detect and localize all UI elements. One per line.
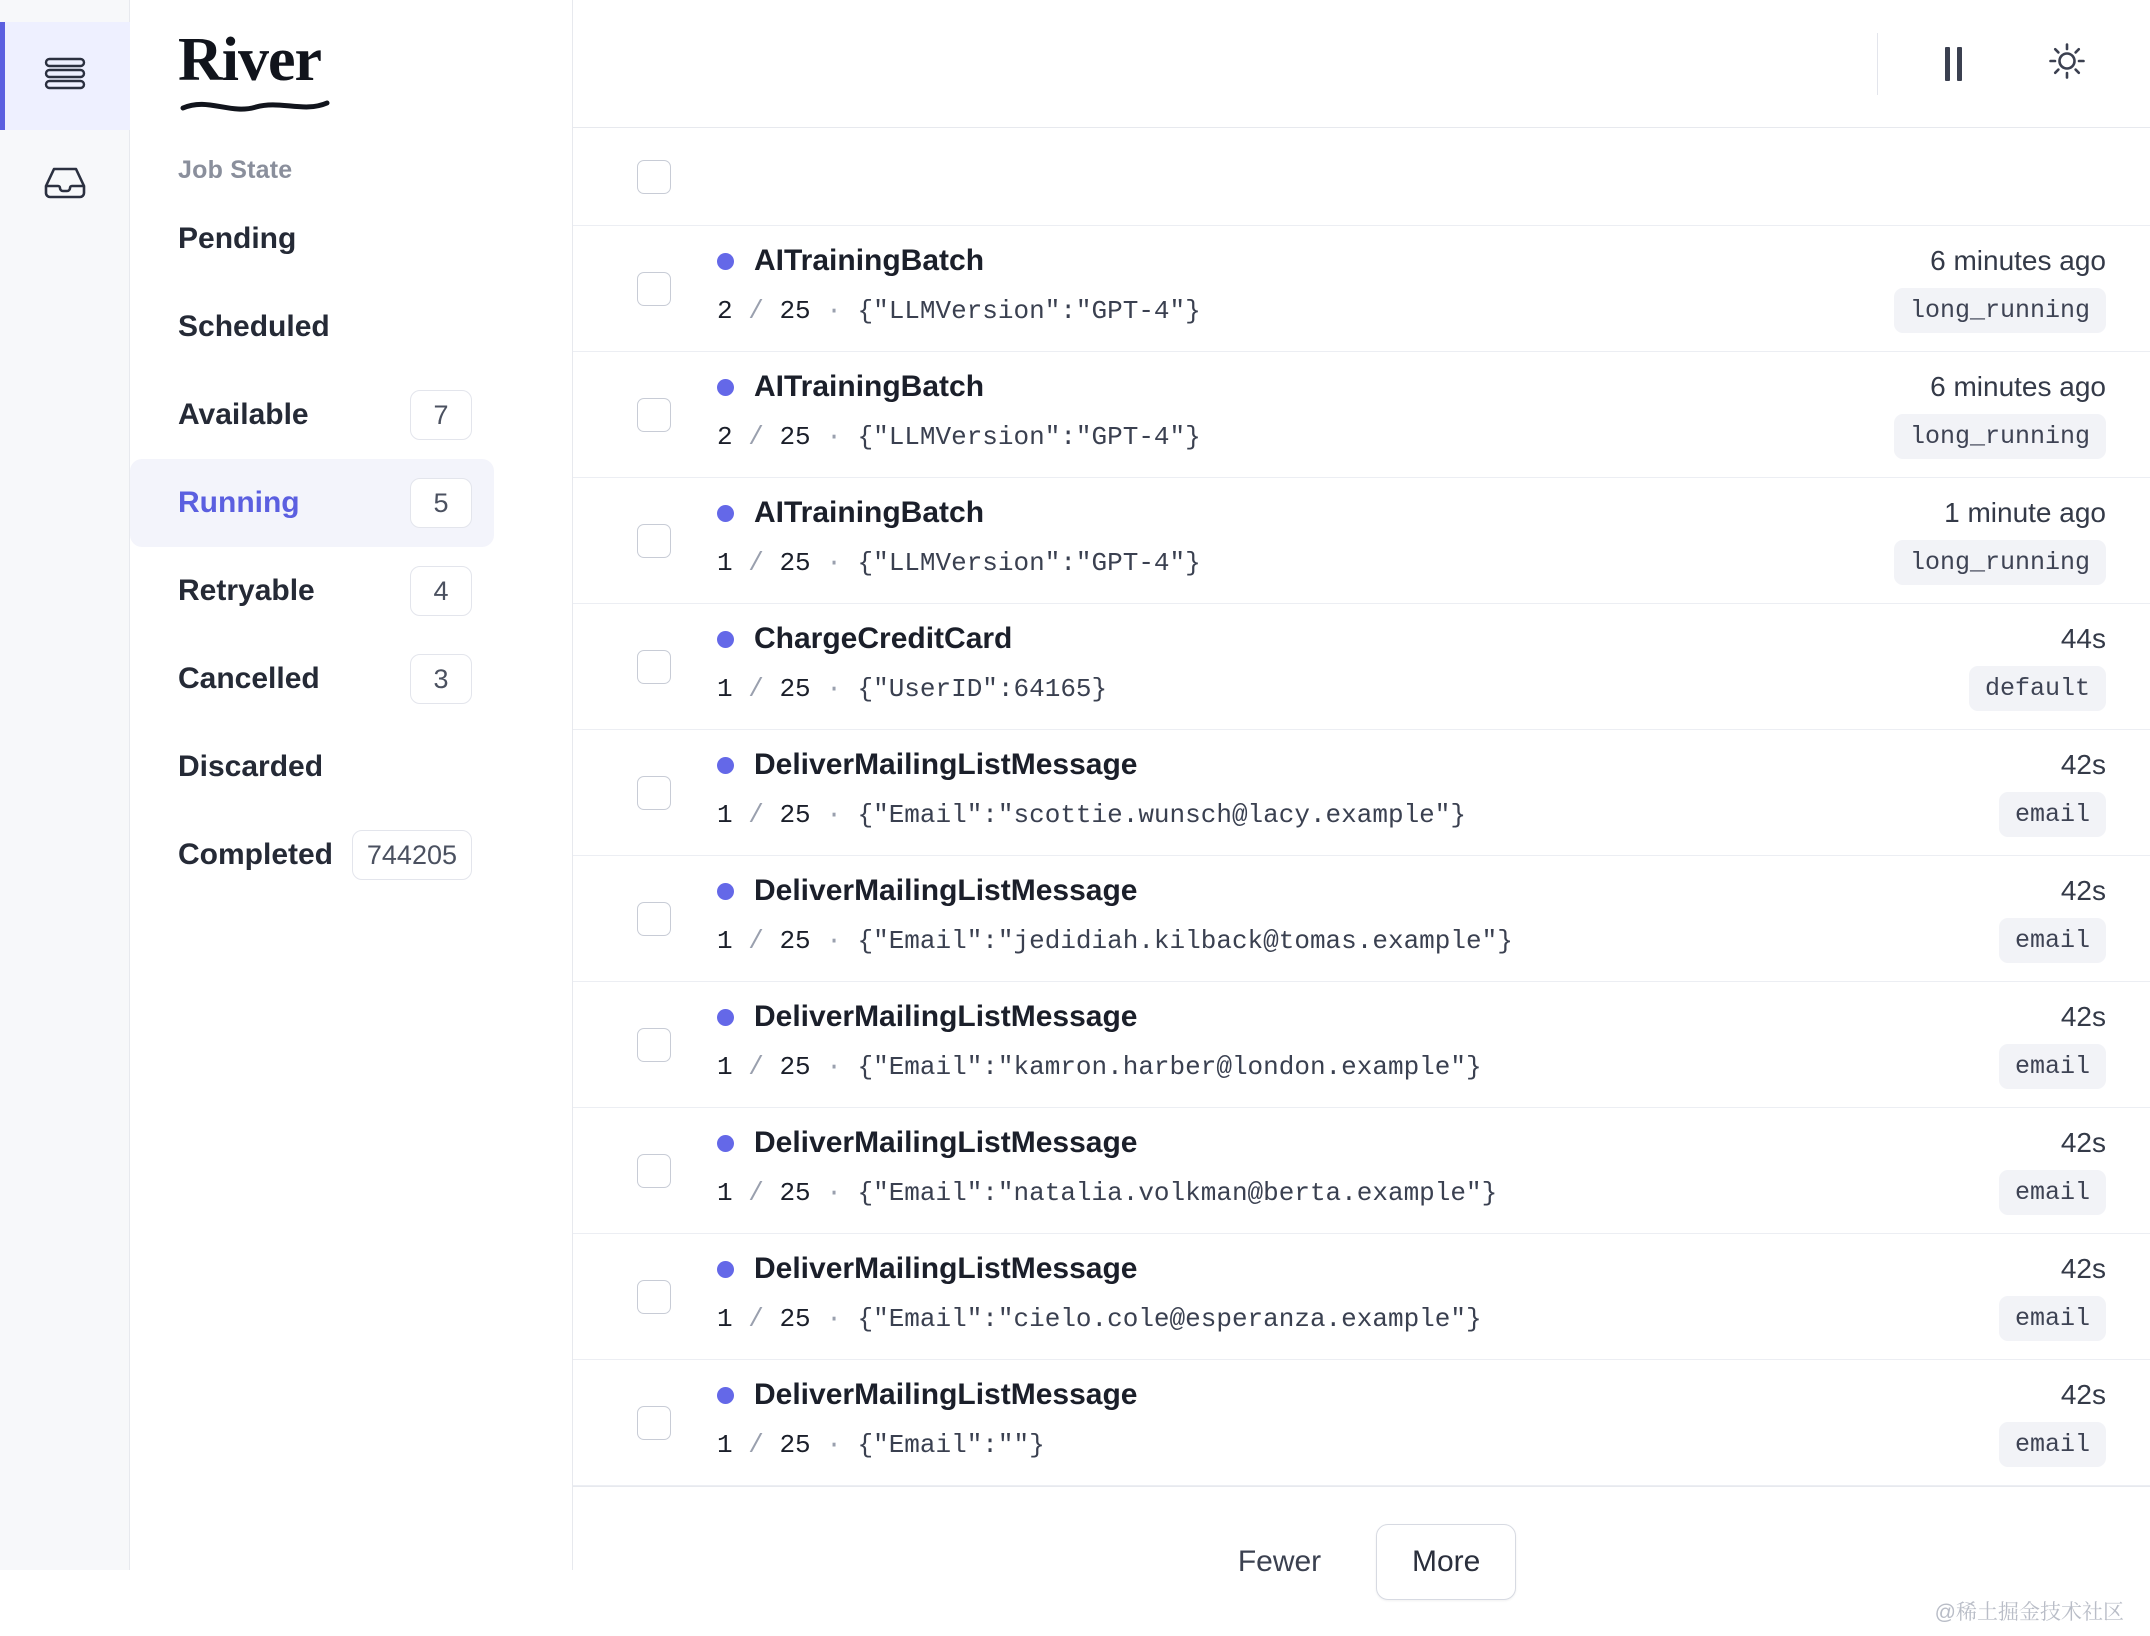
rail-item-jobs[interactable] xyxy=(0,130,130,238)
theme-toggle-button[interactable] xyxy=(2028,25,2106,103)
table-row[interactable] xyxy=(573,1108,2150,1234)
sidebar-heading: Job State xyxy=(178,156,293,184)
job-attempt: 1 xyxy=(717,1429,733,1460)
job-queue-badge: long_running xyxy=(1894,414,2106,459)
row-content: AITrainingBatch 6 minutes ago 2 / 25 · {"LLMVersion":"GPT-4"} long_running xyxy=(717,370,2106,459)
row-content: DeliverMailingListMessage 42s 1 / 25 · {"Email":""} email xyxy=(717,1378,2106,1467)
job-attempt: 2 xyxy=(717,421,733,452)
job-max-attempts: 25 xyxy=(779,1177,811,1208)
sidebar-item-label: Scheduled xyxy=(178,310,330,343)
job-args: {"Email":""} xyxy=(857,1429,1045,1460)
table-row[interactable] xyxy=(573,1234,2150,1360)
job-args: {"Email":"scottie.wunsch@lacy.example"} xyxy=(857,799,1466,830)
job-time: 42s xyxy=(2060,875,2106,906)
status-dot-icon xyxy=(717,1261,734,1278)
sidebar-item-label: Running xyxy=(178,486,300,519)
job-time: 42s xyxy=(2060,1379,2106,1410)
pause-icon xyxy=(1945,47,1962,81)
job-max-attempts: 25 xyxy=(779,799,811,830)
job-time: 42s xyxy=(2060,749,2106,780)
icon-rail xyxy=(0,0,130,1570)
row-content: AITrainingBatch 6 minutes ago 2 / 25 · {"LLMVersion":"GPT-4"} long_running xyxy=(717,244,2106,333)
job-kind: AITrainingBatch xyxy=(754,244,985,277)
job-kind: DeliverMailingListMessage xyxy=(754,1252,1138,1285)
job-attempt: 1 xyxy=(717,799,733,830)
table-row[interactable] xyxy=(573,856,2150,982)
status-dot-icon xyxy=(717,505,734,522)
job-kind: ChargeCreditCard xyxy=(754,622,1013,655)
sidebar-item-count: 7 xyxy=(410,390,472,440)
sidebar-item-label: Discarded xyxy=(178,750,324,783)
row-checkbox[interactable] xyxy=(637,1028,671,1062)
top-bar xyxy=(573,0,2150,128)
table-row[interactable] xyxy=(573,604,2150,730)
fewer-button[interactable]: Fewer xyxy=(1207,1524,1352,1600)
sidebar-item-label: Pending xyxy=(178,222,297,255)
job-args: {"Email":"cielo.cole@esperanza.example"} xyxy=(857,1303,1482,1334)
rail-item-menu[interactable] xyxy=(0,22,130,130)
row-checkbox[interactable] xyxy=(637,902,671,936)
job-kind: DeliverMailingListMessage xyxy=(754,874,1138,907)
job-queue-badge: long_running xyxy=(1894,288,2106,333)
job-args: {"Email":"natalia.volkman@berta.example"} xyxy=(857,1177,1498,1208)
row-checkbox[interactable] xyxy=(637,272,671,306)
job-args: {"LLMVersion":"GPT-4"} xyxy=(857,421,1201,452)
job-kind: DeliverMailingListMessage xyxy=(754,748,1138,781)
job-time: 6 minutes ago xyxy=(1930,245,2106,276)
row-checkbox[interactable] xyxy=(637,1406,671,1440)
job-max-attempts: 25 xyxy=(779,295,811,326)
sidebar-item-completed[interactable] xyxy=(130,811,494,899)
row-checkbox[interactable] xyxy=(637,650,671,684)
row-checkbox[interactable] xyxy=(637,1280,671,1314)
sidebar-item-count: 744205 xyxy=(352,830,472,880)
sidebar-item-running[interactable] xyxy=(130,459,494,547)
menu-icon xyxy=(43,55,87,98)
job-attempt: 1 xyxy=(717,547,733,578)
job-args: {"UserID":64165} xyxy=(857,673,1108,704)
table-row[interactable] xyxy=(573,982,2150,1108)
row-checkbox[interactable] xyxy=(637,776,671,810)
status-dot-icon xyxy=(717,883,734,900)
job-list-header xyxy=(573,128,2150,226)
sidebar-item-label: Cancelled xyxy=(178,662,320,695)
sidebar-item-count: 5 xyxy=(410,478,472,528)
job-max-attempts: 25 xyxy=(779,1429,811,1460)
job-args: {"LLMVersion":"GPT-4"} xyxy=(857,547,1201,578)
job-queue-badge: default xyxy=(1969,666,2106,711)
row-checkbox[interactable] xyxy=(637,398,671,432)
job-max-attempts: 25 xyxy=(779,925,811,956)
select-all-checkbox[interactable] xyxy=(637,160,671,194)
row-content: ChargeCreditCard 44s 1 / 25 · {"UserID":64165} default xyxy=(717,622,2106,711)
sidebar-item-count: 3 xyxy=(410,654,472,704)
row-content: DeliverMailingListMessage 42s 1 / 25 · {"Email":"natalia.volkman@berta.example"} email xyxy=(717,1126,2106,1215)
status-dot-icon xyxy=(717,757,734,774)
job-attempt: 1 xyxy=(717,1303,733,1334)
job-time: 6 minutes ago xyxy=(1930,371,2106,402)
job-args: {"Email":"jedidiah.kilback@tomas.example"} xyxy=(857,925,1513,956)
status-dot-icon xyxy=(717,253,734,270)
table-row[interactable] xyxy=(573,226,2150,352)
main-panel xyxy=(573,0,2150,1624)
sidebar-nav xyxy=(130,195,572,899)
sidebar-item-label: Completed xyxy=(178,838,334,871)
brand xyxy=(130,0,572,128)
job-kind: AITrainingBatch xyxy=(754,370,985,403)
job-time: 44s xyxy=(2060,623,2106,654)
status-dot-icon xyxy=(717,1135,734,1152)
job-attempt: 1 xyxy=(717,1051,733,1082)
more-button[interactable]: More xyxy=(1376,1524,1516,1600)
row-content: DeliverMailingListMessage 42s 1 / 25 · {"Email":"scottie.wunsch@lacy.example"} email xyxy=(717,748,2106,837)
sidebar-item-cancelled[interactable] xyxy=(130,635,494,723)
pagination-bar xyxy=(573,1486,2150,1636)
table-row[interactable] xyxy=(573,478,2150,604)
status-dot-icon xyxy=(717,631,734,648)
sidebar-item-count: 4 xyxy=(410,566,472,616)
job-time: 1 minute ago xyxy=(1944,497,2106,528)
pause-button[interactable] xyxy=(1914,25,1992,103)
job-kind: DeliverMailingListMessage xyxy=(754,1000,1138,1033)
job-max-attempts: 25 xyxy=(779,1051,811,1082)
job-kind: DeliverMailingListMessage xyxy=(754,1378,1138,1411)
row-content: DeliverMailingListMessage 42s 1 / 25 · {"Email":"jedidiah.kilback@tomas.example"} email xyxy=(717,874,2106,963)
job-args: {"Email":"kamron.harber@london.example"} xyxy=(857,1051,1482,1082)
status-dot-icon xyxy=(717,1009,734,1026)
brand-underline-icon xyxy=(180,95,572,122)
sidebar-item-retryable[interactable] xyxy=(130,547,494,635)
job-queue-badge: email xyxy=(1999,918,2106,963)
job-queue-badge: email xyxy=(1999,792,2106,837)
row-content: DeliverMailingListMessage 42s 1 / 25 · {"Email":"cielo.cole@esperanza.example"} email xyxy=(717,1252,2106,1341)
job-queue-badge: long_running xyxy=(1894,540,2106,585)
watermark: @稀土掘金技术社区 xyxy=(1934,1601,2124,1624)
row-checkbox[interactable] xyxy=(637,1154,671,1188)
job-attempt: 1 xyxy=(717,673,733,704)
sidebar-item-discarded[interactable] xyxy=(130,723,494,811)
job-attempt: 2 xyxy=(717,295,733,326)
job-max-attempts: 25 xyxy=(779,673,811,704)
toolbar-divider xyxy=(1877,33,1878,95)
status-dot-icon xyxy=(717,1387,734,1404)
job-args: {"LLMVersion":"GPT-4"} xyxy=(857,295,1201,326)
job-time: 42s xyxy=(2060,1253,2106,1284)
sidebar-item-label: Retryable xyxy=(178,574,315,607)
job-time: 42s xyxy=(2060,1001,2106,1032)
table-row[interactable] xyxy=(573,352,2150,478)
job-time: 42s xyxy=(2060,1127,2106,1158)
table-row[interactable] xyxy=(573,730,2150,856)
sun-icon xyxy=(2047,41,2087,86)
sidebar-item-scheduled[interactable] xyxy=(130,283,494,371)
job-queue-badge: email xyxy=(1999,1044,2106,1089)
row-checkbox[interactable] xyxy=(637,524,671,558)
job-kind: AITrainingBatch xyxy=(754,496,985,529)
job-max-attempts: 25 xyxy=(779,1303,811,1334)
sidebar-item-available[interactable] xyxy=(130,371,494,459)
table-row[interactable] xyxy=(573,1360,2150,1486)
job-attempt: 1 xyxy=(717,925,733,956)
row-content: AITrainingBatch 1 minute ago 1 / 25 · {"LLMVersion":"GPT-4"} long_running xyxy=(717,496,2106,585)
brand-title: River xyxy=(178,26,322,94)
sidebar-item-label: Available xyxy=(178,398,309,431)
status-dot-icon xyxy=(717,379,734,396)
job-max-attempts: 25 xyxy=(779,421,811,452)
sidebar-item-pending[interactable] xyxy=(130,195,494,283)
job-queue-badge: email xyxy=(1999,1422,2106,1467)
inbox-icon xyxy=(41,160,89,209)
job-list xyxy=(573,128,2150,1486)
job-kind: DeliverMailingListMessage xyxy=(754,1126,1138,1159)
job-max-attempts: 25 xyxy=(779,547,811,578)
sidebar xyxy=(130,0,573,1570)
job-attempt: 1 xyxy=(717,1177,733,1208)
job-queue-badge: email xyxy=(1999,1296,2106,1341)
row-content: DeliverMailingListMessage 42s 1 / 25 · {"Email":"kamron.harber@london.example"} email xyxy=(717,1000,2106,1089)
job-queue-badge: email xyxy=(1999,1170,2106,1215)
